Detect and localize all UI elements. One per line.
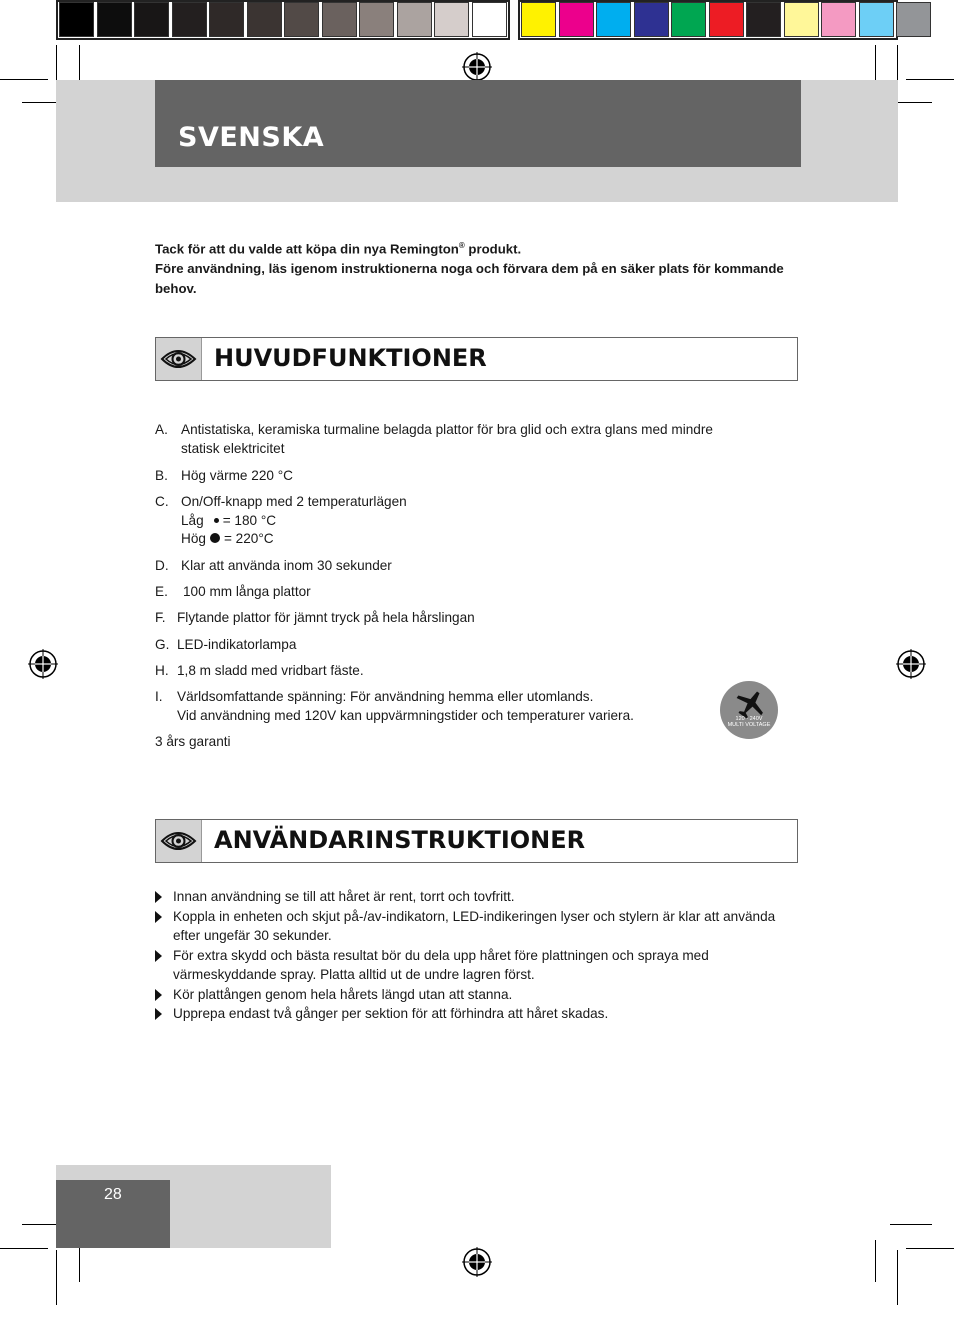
- list-item: Kör plattången genom hela hårets längd utan att stanna.: [155, 985, 805, 1005]
- crop-mark: [906, 79, 954, 80]
- crop-mark: [890, 1224, 932, 1225]
- multi-voltage-badge: [720, 681, 778, 739]
- crop-mark: [56, 1250, 57, 1305]
- gray-swatch: [134, 2, 169, 37]
- voltage-label: MULTI VOLTAGE: [727, 722, 771, 728]
- gray-swatch: [209, 2, 244, 37]
- low-heat-dot-icon: [214, 518, 219, 523]
- low-setting-label: Låg: [181, 513, 204, 528]
- low-setting-value: = 180 °C: [222, 513, 277, 528]
- list-item: G. LED-indikatorlampa: [155, 637, 297, 652]
- voltage-range: 120 - 240V: [735, 716, 763, 722]
- gray-swatch: [359, 2, 394, 37]
- registration-mark-icon: [896, 649, 926, 679]
- color-swatch: [521, 2, 556, 37]
- bullet-arrow-icon: [155, 1008, 162, 1020]
- list-item: C. On/Off-knapp med 2 temperaturlägen Låg = 180 °C Hög = 220°C: [155, 494, 407, 546]
- list-item: B. Hög värme 220 °C: [155, 468, 293, 483]
- intro-line1-end: produkt.: [464, 241, 522, 257]
- gray-swatch: [322, 2, 357, 37]
- high-heat-dot-icon: [210, 533, 220, 543]
- intro-line1: Tack för att du valde att köpa din nya Remington: [155, 241, 459, 257]
- list-item: D. Klar att använda inom 30 sekunder: [155, 558, 392, 573]
- page-number: 28: [104, 1186, 122, 1203]
- gray-swatch: [472, 2, 507, 37]
- section-title: HUVUDFUNKTIONER: [214, 344, 487, 372]
- color-swatch: [596, 2, 631, 37]
- crop-mark: [897, 1250, 898, 1305]
- page-title: SVENSKA: [178, 122, 325, 153]
- registration-mark-icon: [462, 1247, 492, 1277]
- color-swatch: [859, 2, 894, 37]
- high-setting-label: Hög: [181, 531, 206, 546]
- intro-text: [155, 236, 805, 299]
- crop-mark: [0, 1248, 48, 1249]
- color-swatch: [559, 2, 594, 37]
- color-swatch: [896, 2, 931, 37]
- color-swatch: [671, 2, 706, 37]
- registration-mark-icon: [28, 649, 58, 679]
- list-item: E. 100 mm långa plattor: [155, 584, 311, 599]
- registration-mark-icon: [462, 52, 492, 82]
- gray-swatch: [284, 2, 319, 37]
- list-item: Innan användning se till att håret är rent, torrt och tovfritt.: [155, 887, 805, 907]
- airplane-icon: [720, 683, 778, 719]
- section-title: ANVÄNDARINSTRUKTIONER: [214, 826, 586, 854]
- list-item: H. 1,8 m sladd med vridbart fäste.: [155, 663, 364, 678]
- color-swatch: [709, 2, 744, 37]
- eye-icon: [156, 820, 202, 862]
- color-calibration-bar: [56, 0, 898, 40]
- gray-swatch: [434, 2, 469, 37]
- instructions-list: [155, 887, 805, 1024]
- color-swatch: [634, 2, 669, 37]
- list-item: F. Flytande plattor för jämnt tryck på hela hårslingan: [155, 610, 475, 625]
- gray-swatch: [172, 2, 207, 37]
- registered-mark: ®: [458, 241, 465, 250]
- gray-swatch: [97, 2, 132, 37]
- list-item: I. Världsomfattande spänning: För användning hemma eller utomlands. Vid användning med 120V kan uppvärmningstider och temperaturer variera.: [155, 689, 634, 723]
- high-setting-value: = 220°C: [223, 531, 274, 546]
- gray-swatch: [247, 2, 282, 37]
- crop-mark: [906, 1248, 954, 1249]
- color-swatch: [784, 2, 819, 37]
- color-swatch: [746, 2, 781, 37]
- crop-mark: [0, 79, 48, 80]
- eye-icon: [156, 338, 202, 380]
- crop-mark: [875, 1240, 876, 1282]
- color-swatch: [821, 2, 856, 37]
- gray-swatch: [59, 2, 94, 37]
- bullet-arrow-icon: [155, 911, 162, 923]
- bullet-arrow-icon: [155, 989, 162, 1001]
- list-item: För extra skydd och bästa resultat bör du dela upp håret före plattningen och spraya med värmeskyddande spray. Platta alltid ut de undre lagren först.: [155, 946, 805, 985]
- gray-swatch: [397, 2, 432, 37]
- bullet-arrow-icon: [155, 891, 162, 903]
- section-header-instructions: [155, 819, 798, 863]
- warranty-text: 3 års garanti: [155, 734, 231, 749]
- intro-line2: Före användning, läs igenom instruktionerna noga och förvara dem på en säker plats för kommande behov.: [155, 261, 784, 297]
- section-header-features: [155, 337, 798, 381]
- bullet-arrow-icon: [155, 950, 162, 962]
- list-item: Upprepa endast två gånger per sektion för att förhindra att håret skadas.: [155, 1004, 805, 1024]
- page-number-box: [56, 1180, 170, 1248]
- list-item: Koppla in enheten och skjut på-/av-indikatorn, LED-indikeringen lyser och stylern är klar att använda efter ungefär 30 sekunder.: [155, 907, 805, 946]
- list-item: A. Antistatiska, keramiska turmaline belagda plattor för bra glid och extra glans med mindre statisk elektricitet: [155, 422, 713, 456]
